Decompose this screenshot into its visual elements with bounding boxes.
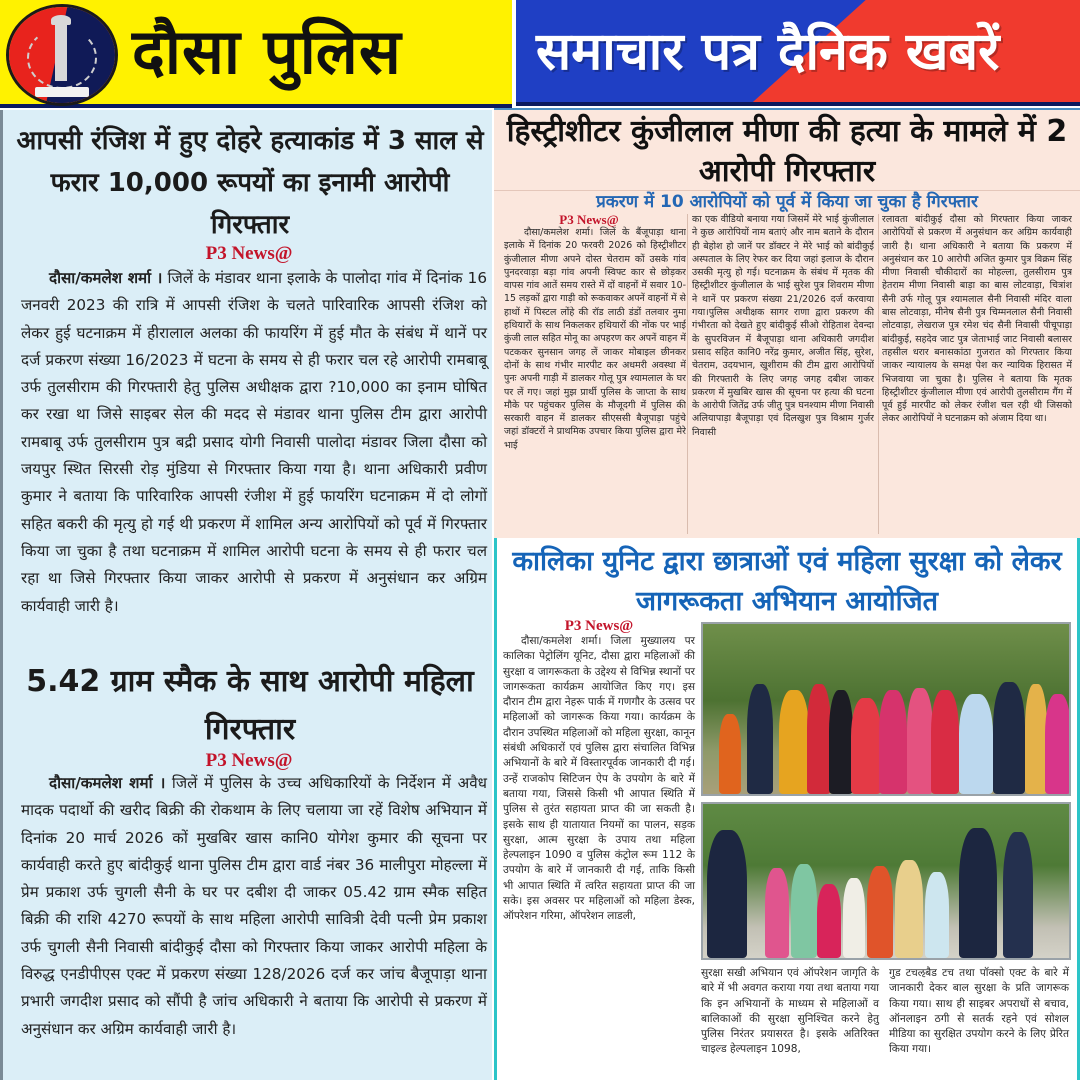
column-divider bbox=[878, 214, 879, 534]
article-dateline: दौसा/कमलेश शर्मा । bbox=[49, 774, 166, 792]
brand-title: दौसा पुलिस bbox=[132, 15, 402, 88]
article-dateline: दौसा/कमलेश शर्मा । bbox=[49, 269, 163, 287]
article-column-3: रलावता बांदीकुई दौसा को गिरफ्तार किया जाकर आरोपियों से प्रकरण में अनुसंधान कर अग्रिम कार्यवाही जारी है। थाना अधिकारी ने बताया कि प्रकरण में अनुसंधान कर 10 आरोपी अजित कुमार पुत्र विक्रम सिंह मीणा निवासी चौकीदारों का मोहल्ला, तुलसीराम पुत्र हेतराम मीणा निवासी बाड़ा का बास लोटवाड़ा, चित्रांश सैनी उर्फ गोलू पुत्र श्यामलाल सैनी निवासी मंदिर वाला बास लोटवाड़ा, मीनेष सैनी पुत्र चिम्मनलाल सैनी निवासी लोटवाड़ा, लेखराज पुत्र रमेश चंद सैनी निवासी पीचूपाड़ा बांदीकुई, सहदेव जाट पुत्र जेताभाई जाट निवासी बलासर तहसील धरार बनासकांठा गुजरात को गिरफ्तार किया जाकर न्यायालय के समक्ष पेश कर न्यायिक हिरासत में भिजवाया जा चुका है। पुलिस ने बताया कि मृतक हिस्ट्रीशीटर कुंजीलाल मीणा एवं आरोपी तुलसीराम गैंग में पूर्व हुई मारपीट को लेकर रंजीश चल रही थी जिसको लेकर आरोपियों ने घटनाक्रम को अंजाम दिया था। bbox=[882, 214, 1072, 425]
article-text: जिलें में पुलिस के उच्च अधिकारियों के निर्देशन में अवैध मादक पदार्थो की खरीद बिक्री की रोकथाम के लिए चलाया जा रहें विशेष अभियान में दिनांक 20 मार्च 2026 कों मुखबिर खास कानि0 योगेश कुमार की सूचना पर कार्यवाही करते हुए बांदीकुई थाना पुलिस टीम द्वारा वार्ड नंबर 36 मालीपुरा मोहल्ला में प्रेम प्रकाश उर्फ चुगली सैनी के घर पर दबीश दी जाकर 05.42 ग्राम स्मैक सहित बिक्री की राशि 4270 रूपयों के साथ महिला आरोपी सावित्री देवी पत्नी प्रेम प्रकाश उर्फ चुगली सैनी निवासी बांदीकुई दौसा को गिरफ्तार किया जाकर आरोपी महिला के विरुद्ध एनडीपीएस एक्ट में प्रकरण संख्या 128/2026 दर्ज कर जांच बैजूपाड़ा थाना प्रभारी जगदीश प्रसाद को सौंपी है जांच अधिकारी ने बताया कि आरोपी से प्रकरण में अनुसंधान कर अग्रिम कार्यवाही जारी है। bbox=[21, 774, 487, 1038]
article-headline: कालिका युनिट द्वारा छात्राओं एवं महिला सुरक्षा को लेकर जागरूकता अभियान आयोजित bbox=[512, 546, 1062, 617]
article-byline: P3 News@ bbox=[205, 750, 293, 771]
article-body bbox=[21, 770, 487, 1043]
police-emblem-icon bbox=[6, 4, 118, 106]
article-column-1: दौसा/कमलेश शर्मा। जिला मुख्यालय पर कालिका पेट्रोलिंग यूनिट, दौसा द्वारा महिलाओं की सुरक्षा व जागरूकता के उद्देश्य से विभिन्न स्थानों पर जागरूकता कार्यक्रम आयोजित किए गए। इस दौरान टीम द्वारा नेहरू पार्क में गणगौर के उत्सव पर महिलाओं को जागरूक किया गया। कार्यक्रम के दौरान उपस्थित महिलाओं को महिला सुरक्षा, कानून संबंधी अधिकारों एवं पुलिस द्वारा संचालित विभिन्न अभियानों के बारे में विस्तारपूर्वक जानकारी दी गई। उन्हें राजकोप सिटिजन ऐप के उपयोग के बारे में बताया गया, जिससे किसी भी आपात स्थिति में पुलिस से तुरंत सहायता प्राप्त की जा सकती है। इसके साथ ही यातायात नियमों का पालन, सड़क सुरक्षा, आत्म सुरक्षा के उपाय तथा महिला हेल्पलाइन 1090 व पुलिस कंट्रोल रूम 112 के उपयोग के बारे में जानकारी दी गई, ताकि किसी भी आपात स्थिति में त्वरित सहायता प्राप्त की जा सके। इस अवसर पर महिलाओं को महिला डेस्क, ऑपरेशन गरिमा, ऑपरेशन लाडली, bbox=[503, 635, 695, 923]
article-headline: हिस्ट्रीशीटर कुंजीलाल मीणा की हत्या के मामले में 2 आरोपी गिरफ्तार bbox=[506, 114, 1068, 189]
article-byline: P3 News@ bbox=[564, 618, 634, 634]
event-photo-women-gathering bbox=[701, 622, 1071, 796]
section-banner-title: समाचार पत्र दैनिक खबरें bbox=[536, 22, 1000, 82]
article-body bbox=[21, 265, 487, 620]
article-subheadline: प्रकरण में 10 आरोपियों को पूर्व में किया जा चुका है गिरफ्तार bbox=[494, 190, 1080, 213]
article-column-1: दौसा/कमलेश शर्मा। जिलें के बैंजूपाड़ा थाना इलाके में दिनांक 20 फरवरी 2026 को हिस्ट्रीशीटर कुंजीलाल मीणा अपने दोस्त चेतराम कों उसके गांव पुनदरवाड़ा बड़ा गांव अपनी स्विफ्ट कार से छोड़कर वापस गांव आतें समय रास्ते में दों वाहनों में सवार 10-15 लड़कों द्वारा गाड़ी को रूकवाकर अपनें वाहनों में से हाथों में पिस्टल लोंहे की रॉड लाठी डंडों तलवार नुमा हथियारों के साथ निकलकर हथियारों की नोंक पर भाई कुंजी लाल सहित मोनू का अपहरण कर अपनें वाहन में पटककर सुनसान जगह लें जाकर मोबाइल छीनकर दोनों के साथ गंभीर मारपीट कर अधमरी अवस्था में पुनः अपनी गाड़ी में डालकर गोलू पुत्र श्यामलाल के घर पर लें गए। जहां मुझ प्रार्थी पुलिस के जाप्ता के साथ मौके पर पहुंचकर पुलिस के मौजूदगी में पुलिस की सरकारी वाहन में डालकर सीएससी बैजूपाड़ा पहुंचे जहां डॉक्टरों ने प्राथमिक उपचार किया पुलिस द्वारा मेरे भाई bbox=[504, 227, 686, 451]
article-history-sheeter bbox=[494, 110, 1080, 538]
article-text: जिलें के मंडावर थाना इलाके के पालोदा गांव में दिनांक 16 जनवरी 2023 की रात्रि में आपसी रंजिश के चलते पारिवारिक आपसी रंजिश को लेकर हुई घटनाक्रम में हीरालाल अलका की फायरिंग में हुई मौत के संबंध में थानें पर दर्ज प्रकरण संख्या 16/2023 में घटना के समय से ही फरार चल रहे आरोपी रामबाबू उर्फ तुलसीराम की गिरफ्तारी हेतु पुलिस अधीक्षक द्वारा ?10,000 का इनाम घोषित कर रखा था जिसे साइबर सेल की मदद से मंडावर थाना पुलिस टीम द्वारा आरोपी रामबाबू उर्फ तुलसीराम पुत्र बद्री प्रसाद योगी निवासी पालोदा मंडावर जिला दौसा को जयपुर स्थित सिरसी रोड़ मुंडिया से गिरफ्तार किया गया है। थाना अधिकारी प्रवीण कुमार ने बताया कि पारिवारिक आपसी रंजीश में हुई फायरिंग घटनाक्रम में दो लोगों सहित बकरी की मृत्यु हो गई थी प्रकरण में शामिल अन्य आरोपियों को पूर्व में गिरफ्तार किया जा चुका है तथा घटनाक्रम में शामिल आरोपी घटना के समय से ही फरार चल रहा था जिसे गिरफ्तार किया जाकर आरोपी से प्रकरण में अनुसंधान कर अग्रिम कार्यवाही जारी है। bbox=[21, 269, 487, 615]
article-column-2: सुरक्षा सखी अभियान एवं ऑपरेशन जागृति के बारे में भी अवगत कराया गया तथा बताया गया कि इन अभियानों के माध्यम से महिलाओं व बालिकाओं की सुरक्षा सुनिश्चित करने हेतु पुलिस निरंतर प्रयासरत है। इसके अतिरिक्त चाइल्ड हेल्पलाइन 1098, bbox=[701, 967, 879, 1056]
article-column-2: का एक वीडियो बनाया गया जिसमें मेरे भाई कुंजीलाल ने कुछ आरोपियों नाम बताएं और नाम बताने के दौरान ही बेहोश हो जानें पर डॉक्टर ने मेरे भाई को बांदीकुई अस्पताल के लिए रेफर कर दिया जहां इलाज के दौरान उसकी मृत्यु हो गई। घटनाक्रम के संबंध में मृतक की हिस्ट्रीशीटर कुंजीलाल के भाई सुरेश पुत्र शिवराम मीणा ने थानें पर प्रकरण संख्या 21/2026 दर्ज करवाया गया।पुलिस अधीक्षक सागर राणा द्वारा प्रकरण की गंभीरता को देखते हुए बांदीकुई सीओ रोहिताश देवन्दा के सुपरविजन में बैजूपाड़ा थाना अधिकारी जगदीश प्रसाद सहित कानि0 नरेंद्र कुमार, अजीत सिंह, सुरेश, चेतराम, उदयभान, खुशीराम की टीम द्वारा आरोपियों की गिरफ्तारी के लिए जगह जगह दबीश जाकर प्रकरण में मुखबिर खास की सूचना पर हत्या की घटना के आरोपी जितेंद्र उर्फ जीतु पुत्र घनश्याम मीणा निवासी अलियापाड़ा बैजूपाड़ा एवं दिलखुश पुत्र विश्राम गुर्जर निवासी bbox=[692, 214, 874, 438]
brand-banner bbox=[0, 0, 512, 108]
article-byline: P3 News@ bbox=[559, 212, 619, 227]
article-headline: आपसी रंजिश में हुए दोहरे हत्याकांड में 3 साल से फरार 10,000 रूपयों का इनामी आरोपी गिरफ्तार bbox=[16, 126, 484, 240]
article-headline: 5.42 ग्राम स्मैक के साथ आरोपी महिला गिरफ्तार bbox=[26, 664, 474, 747]
article-byline: P3 News@ bbox=[205, 243, 293, 264]
article-kalika-unit bbox=[494, 538, 1080, 1080]
section-banner bbox=[516, 0, 1080, 106]
event-photo-girls-group bbox=[701, 802, 1071, 960]
column-divider bbox=[687, 214, 688, 534]
left-column bbox=[0, 110, 492, 1080]
article-column-3: गुड टचऌबैड टच तथा पॉक्सो एक्ट के बारे में जानकारी देकर बाल सुरक्षा के प्रति जागरूक किया गया। साथ ही साइबर अपराधों से बचाव, ऑनलाइन ठगी से सतर्क रहने एवं सोशल मीडिया का सुरक्षित उपयोग करने के लिए प्रेरित किया गया। bbox=[889, 967, 1069, 1056]
masthead bbox=[0, 0, 1080, 108]
